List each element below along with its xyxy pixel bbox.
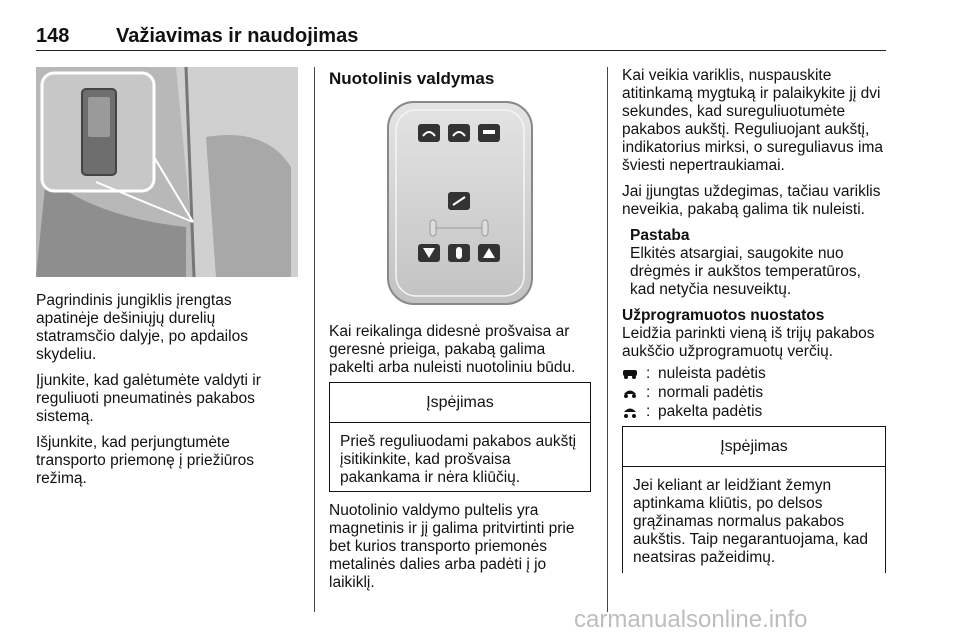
mode-label: pakelta padėtis <box>658 403 763 420</box>
column-1-text <box>36 292 296 496</box>
mode-label: normali padėtis <box>658 384 764 401</box>
preset-text: Leidžia parinkti vieną iš trijų pakabos aukščio užprogramuotų verčių. <box>622 325 875 360</box>
header-rule <box>36 50 886 51</box>
remote-magnet-text: Nuotolinio valdymo pultelis yra magnetinis ir jį galima pritvirtinti prie bet kurios transporto priemonės metalinės dalies arba padėti į jo laikiklį. <box>329 502 575 591</box>
warning-box-remote <box>329 382 591 492</box>
note-title: Pastaba <box>630 227 690 244</box>
column-3-text <box>622 67 888 361</box>
section-title-remote: Nuotolinis valdymas <box>329 69 495 88</box>
warning-box-obstacle <box>622 426 886 573</box>
warning-text: Prieš reguliuodami pakabos aukštį įsitikinkite, kad prošvaisa pakankama ir nėra kliūčių. <box>340 433 577 486</box>
list-item: : pakelta padėtis <box>622 402 766 421</box>
column-divider-1 <box>314 67 315 612</box>
paragraph: Įjunkite, kad galėtumėte valdyti ir reguliuoti pneumatinės pakabos sistemą. <box>36 372 261 425</box>
column-divider-2 <box>607 67 608 612</box>
page-number: 148 <box>36 25 70 47</box>
list-item: : normali padėtis <box>622 383 766 402</box>
note-text: Elkitės atsargiai, saugokite nuo drėgmės ir aukštos temperatūros, kad netyčia nesuveiktų. <box>630 245 861 298</box>
paragraph: Pagrindinis jungiklis įrengtas apatinėje dešiniųjų durelių statramsčio dalyje, po apdailos skydeliu. <box>36 292 248 363</box>
preset-modes-list <box>622 364 766 421</box>
warning-text: Jei keliant ar leidžiant žemyn aptinkama kliūtis, po delsos grąžinamas normalus pakabos aukštis. Taip negarantuojama, kad neatsiras pažeidimų. <box>633 477 868 566</box>
warning-title: Įspėjimas <box>623 427 885 467</box>
chapter-title: Važiavimas ir naudojimas <box>116 25 359 47</box>
raised-vehicle-icon <box>622 406 638 418</box>
paragraph: Jai įjungtas uždegimas, tačiau variklis neveikia, pakabą galima tik nuleisti. <box>622 183 881 218</box>
lowered-vehicle-icon <box>622 368 638 380</box>
remote-control-illustration <box>356 96 564 308</box>
watermark: carmanualsonline.info <box>574 606 808 633</box>
list-item: : nuleista padėtis <box>622 364 766 383</box>
main-switch-photo <box>36 67 298 277</box>
warning-title: Įspėjimas <box>330 383 590 423</box>
note-block <box>622 227 888 299</box>
paragraph: Kai veikia variklis, nuspauskite atitinkamą mygtuką ir palaikykite jį dvi sekundes, kad sureguliuotumėte pakabos aukštį. Reguliuojant aukštį, indikatorius mirksi, o sureguliavus ima šviesti nepertraukiamai. <box>622 67 884 174</box>
preset-title: Užprogramuotos nuostatos <box>622 307 825 324</box>
mode-label: nuleista padėtis <box>658 365 766 382</box>
normal-vehicle-icon <box>622 387 638 399</box>
remote-intro-text: Kai reikalinga didesnė prošvaisa ar geresnė prieiga, pakabą galima pakelti arba nuleisti nuotoliniu būdu. <box>329 323 576 376</box>
paragraph: Išjunkite, kad perjungtumėte transporto priemonę į priežiūros režimą. <box>36 434 254 487</box>
